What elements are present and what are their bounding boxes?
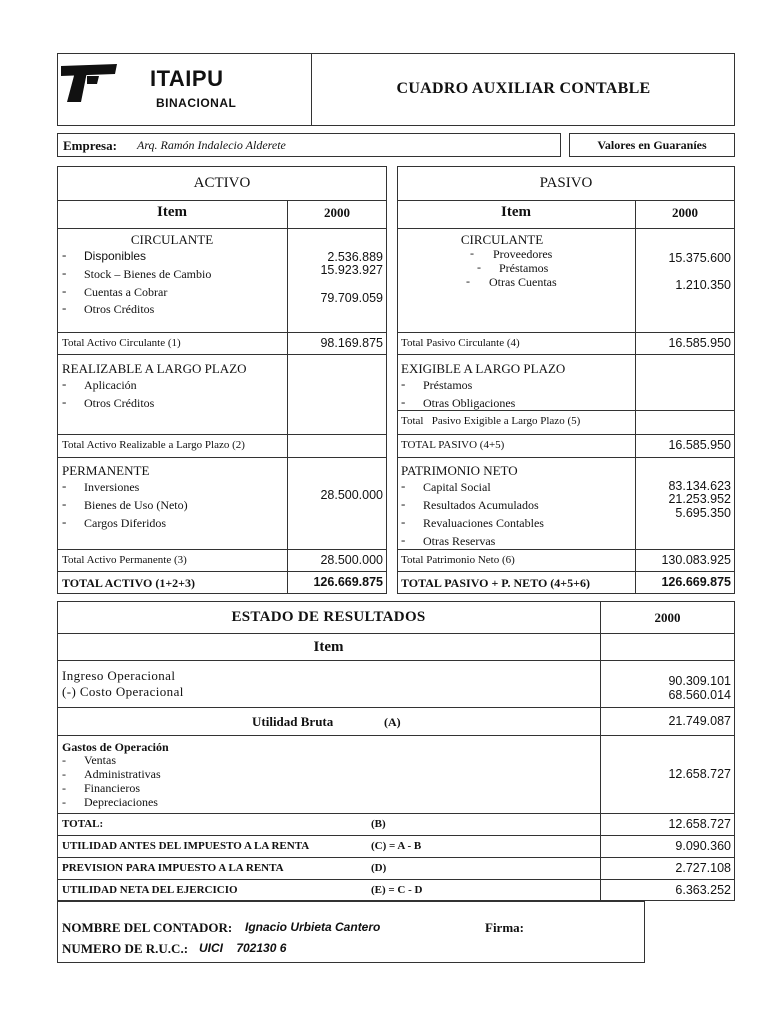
activo-circulante-title: CIRCULANTE [130,232,214,247]
activo-col-year: 2000 [324,205,350,220]
pasivo-exig-item: Otras Obligaciones [423,396,516,410]
activo-total-circulante-value: 98.169.875 [320,336,383,350]
contador-label: NOMBRE DEL CONTADOR: [62,920,233,935]
resultados-row-label: PREVISION PARA IMPUESTO A LA RENTA [62,862,284,874]
pasivo-total-label-45: TOTAL PASIVO (4+5) [401,439,505,451]
pasivo-total-circulante-label: Total Pasivo Circulante (4) [401,337,520,349]
pasivo-circ-value: 1.210.350 [675,278,731,292]
activo-circ-value: 79.709.059 [320,291,383,305]
resultados-row-code: (C) = A - B [371,840,422,852]
pasivo-title: PASIVO [539,175,593,191]
ingreso-value: 90.309.101 [668,674,731,688]
activo-perm-item: Inversiones [84,480,140,494]
patrimonio-item: Capital Social [423,480,491,494]
patrimonio-value: 5.695.350 [675,506,731,520]
resultados-row-code: (B) [371,818,386,830]
logo-subtitle: BINACIONAL [156,96,237,110]
resultados-row-label: UTILIDAD NETA DEL EJERCICIO [62,884,238,896]
logo-name: ITAIPU [150,66,224,91]
pasivo-patrimonio-total-value: 126.669.875 [661,575,731,589]
activo-title: ACTIVO [193,175,251,191]
activo-perm-item: Cargos Diferidos [84,516,167,530]
activo-total-permanente-label: Total Activo Permanente (3) [62,554,187,566]
patrimonio-item: Otras Reservas [423,534,496,548]
activo-permanente-title: PERMANENTE [62,463,150,478]
activo-total-label: TOTAL ACTIVO (1+2+3) [62,576,196,590]
gastos-item: Administrativas [84,767,161,781]
costo-value: 68.560.014 [668,688,731,702]
gastos-value: 12.658.727 [668,767,731,781]
contador-name: Ignacio Urbieta Cantero [245,920,381,934]
resultados-row-value: 2.727.108 [675,861,731,875]
activo-perm-value: 28.500.000 [320,488,383,502]
resultados-title: ESTADO DE RESULTADOS [231,609,426,625]
page-title: CUADRO AUXILIAR CONTABLE [396,80,651,97]
resultados-row-label: UTILIDAD ANTES DEL IMPUESTO A LA RENTA [62,840,310,852]
pasivo-exigible-title: EXIGIBLE A LARGO PLAZO [401,361,566,376]
gastos-item: Depreciaciones [84,795,158,809]
gastos-title: Gastos de Operación [62,740,169,754]
resultados-row-value: 12.658.727 [668,817,731,831]
pasivo-circulante-title: CIRCULANTE [460,232,544,247]
activo-total-circulante-label: Total Activo Circulante (1) [62,337,181,349]
resultados-row-value: 9.090.360 [675,839,731,853]
patrimonio-value: 83.134.623 [668,479,731,493]
company-box [57,133,561,157]
activo-real-item: Otros Créditos [84,396,155,410]
utilidad-bruta-label: Utilidad Bruta [252,714,334,729]
activo-circ-value: 15.923.927 [320,263,383,277]
pasivo-col-year: 2000 [672,205,698,220]
resultados-col-item: Item [313,639,344,655]
pasivo-circ-item: Otras Cuentas [489,275,557,289]
firma-label: Firma: [485,920,524,935]
ruc-value: UICI 702130 6 [199,941,287,955]
resultados-row-code: (E) = C - D [371,884,423,896]
resultados-row-value: 6.363.252 [675,883,731,897]
patrimonio-title: PATRIMONIO NETO [401,463,518,478]
costo-label: (-) Costo Operacional [62,684,184,699]
activo-realizable-title: REALIZABLE A LARGO PLAZO [62,361,247,376]
pasivo-patrimonio-total-label: TOTAL PASIVO + P. NETO (4+5+6) [401,576,590,590]
itaipu-logo-icon [57,62,121,106]
activo-col-item: Item [157,204,187,220]
activo-perm-item: Bienes de Uso (Neto) [84,498,188,512]
pasivo-circ-item: Proveedores [493,247,553,261]
company-name: Arq. Ramón Indalecio Alderete [137,138,286,152]
activo-total-realizable-label: Total Activo Realizable a Largo Plazo (2) [62,439,245,451]
patrimonio-total-value: 130.083.925 [661,553,731,567]
resultados-row-label: TOTAL: [62,818,104,830]
ruc-label: NUMERO DE R.U.C.: [62,941,189,956]
activo-real-item: Aplicación [84,378,137,392]
patrimonio-value: 21.253.952 [668,492,731,506]
pasivo-total-value-45: 16.585.950 [668,438,731,452]
activo-circ-item: Cuentas a Cobrar [84,285,168,299]
activo-circ-item: Disponibles [84,249,147,263]
patrimonio-item: Resultados Acumulados [423,498,539,512]
pasivo-exig-item: Préstamos [423,378,473,392]
company-label: Empresa: [63,138,117,153]
pasivo-circ-item: Préstamos [499,261,549,275]
activo-circ-item: Otros Créditos [84,302,155,316]
activo-circ-item: Stock – Bienes de Cambio [84,267,212,281]
utilidad-bruta-value: 21.749.087 [668,714,731,728]
currency-label: Valores en Guaraníes [597,138,707,152]
resultados-row-code: (D) [371,862,387,874]
pasivo-circ-value: 15.375.600 [668,251,731,265]
patrimonio-total-label: Total Patrimonio Neto (6) [401,554,515,566]
resultados-year: 2000 [654,610,681,625]
pasivo-col-item: Item [501,204,531,220]
activo-circ-value: 2.536.889 [327,250,383,264]
pasivo-total-circulante-value: 16.585.950 [668,336,731,350]
activo-total-permanente-value: 28.500.000 [320,553,383,567]
gastos-item: Ventas [84,753,116,767]
ingreso-label: Ingreso Operacional [62,668,176,683]
activo-total-value: 126.669.875 [313,575,383,589]
gastos-item: Financieros [84,781,140,795]
utilidad-bruta-code: (A) [384,715,401,729]
patrimonio-item: Revaluaciones Contables [423,516,544,530]
pasivo-total-exigible-label: Total Pasivo Exigible a Largo Plazo (5) [401,415,581,427]
